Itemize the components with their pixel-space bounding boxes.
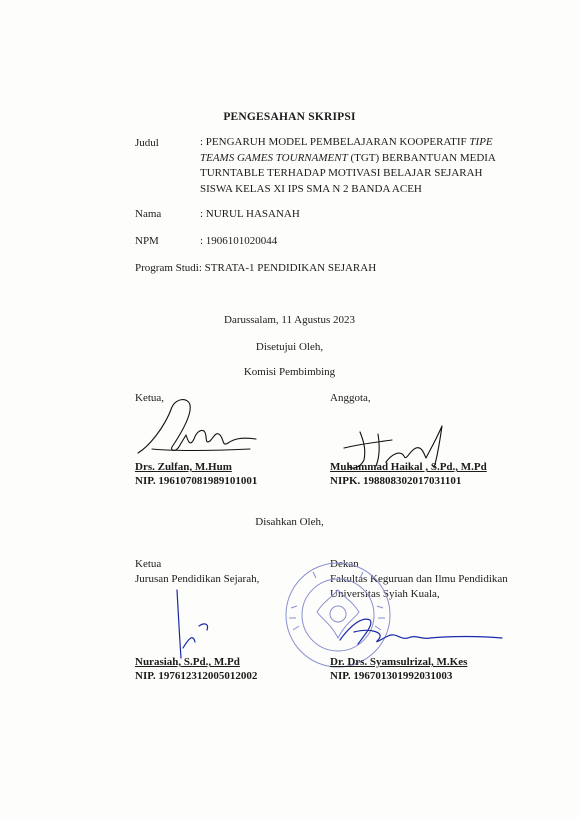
nama-value: : NURUL HASANAH	[200, 208, 300, 220]
judul-label: Judul	[135, 137, 159, 149]
ketua-signature	[130, 395, 260, 460]
prodi-label: Program Studi	[135, 262, 199, 274]
judul-line1: : PENGARUH MODEL PEMBELAJARAN KOOPERATIF	[200, 136, 470, 148]
ketua-nip: NIP. 196107081989101001	[135, 475, 258, 487]
npm-label: NPM	[135, 235, 159, 247]
dekan-title1: Dekan	[330, 558, 359, 570]
judul-line1-italic: TIPE	[469, 136, 493, 148]
prodi-value: : STRATA-1 PENDIDIKAN SEJARAH	[198, 262, 377, 274]
prodi-line	[135, 262, 376, 274]
judul-line3: TURNTABLE TERHADAP MOTIVASI BELAJAR SEJARAH	[200, 167, 483, 179]
judul-line2-italic: TEAMS GAMES TOURNAMENT	[200, 151, 348, 164]
ketua-label: Ketua,	[135, 392, 165, 404]
dekan-title3: Universitas Syiah Kuala,	[330, 588, 440, 600]
ketua-name: Drs. Zulfan, M.Hum	[135, 461, 232, 473]
npm-value: : 1906101020044	[200, 235, 278, 247]
anggota-label: Anggota,	[330, 392, 371, 404]
judul-line2: (TGT) BERBANTUAN MEDIA	[347, 151, 496, 164]
approved-by: Disetujui Oleh,	[255, 341, 324, 353]
document-title: PENGESAHAN SKRIPSI	[223, 111, 356, 123]
dekan-title2: Fakultas Keguruan dan Ilmu Pendidikan	[330, 573, 508, 585]
kajur-title1: Ketua	[135, 558, 162, 570]
place-date: Darussalam, 11 Agustus 2023	[224, 314, 355, 326]
dekan-signature	[330, 610, 505, 655]
ratified-by: Disahkan Oleh,	[255, 516, 324, 528]
anggota-name: Muhammad Haikal , S.Pd., M.Pd	[330, 461, 487, 473]
kajur-name: Nurasiah, S.Pd., M.Pd	[135, 656, 240, 668]
nama-label: Nama	[135, 208, 162, 220]
judul-value	[200, 135, 512, 197]
kajur-signature	[165, 588, 215, 663]
judul-line4: SISWA KELAS XI IPS SMA N 2 BANDA ACEH	[200, 182, 422, 195]
dekan-name: Dr. Drs. Syamsulrizal, M.Kes	[330, 656, 468, 668]
kajur-title2: Jurusan Pendidikan Sejarah,	[135, 573, 260, 585]
dekan-nip: NIP. 196701301992031003	[330, 670, 453, 682]
anggota-nip: NIPK. 198808302017031101	[330, 475, 462, 487]
kajur-nip: NIP. 197612312005012002	[135, 670, 258, 682]
committee-label: Komisi Pembimbing	[243, 366, 336, 378]
